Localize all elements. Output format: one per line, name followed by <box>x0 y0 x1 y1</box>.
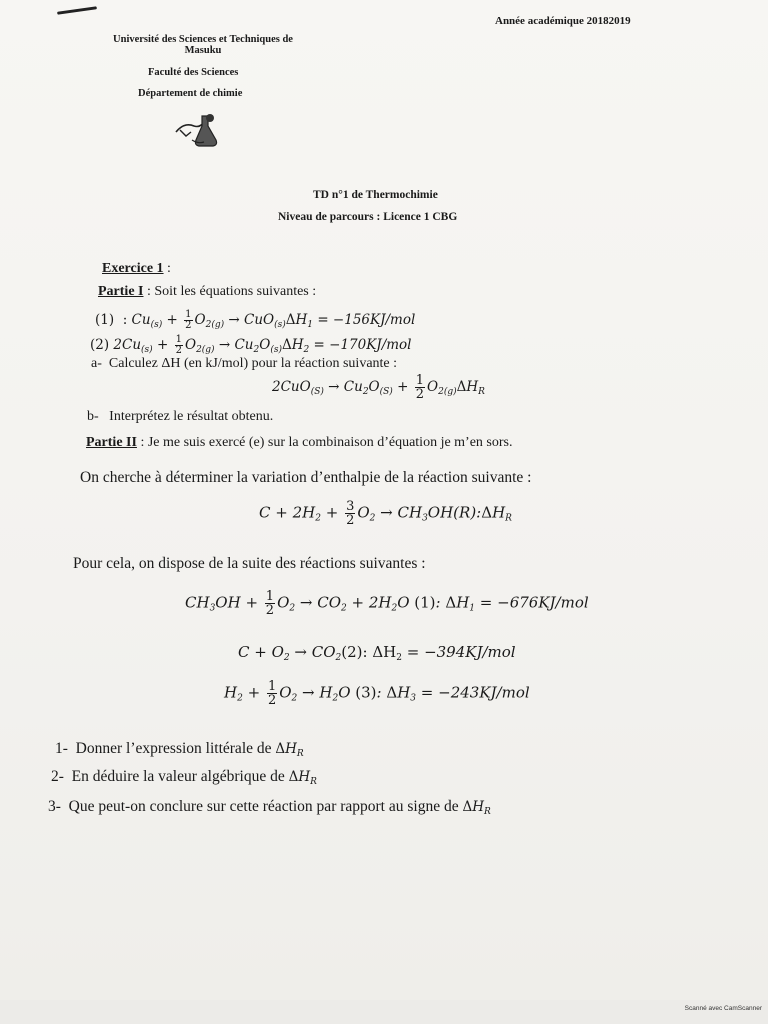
exercise-heading-label: Exercice 1 <box>102 261 164 276</box>
question-b <box>87 409 273 425</box>
equation-carbon-combustion: $C + O_2 \to CO_2(2)$: $\Delta H_2 = -394KJ/mol$ <box>238 643 516 663</box>
equation-2: (2) $2Cu_{(s)}$ + $\frac{1}{2}$ $O_{2(g)} \to Cu_2O_{(s)}\Delta H_2 = -170KJ/mol$ <box>90 334 412 356</box>
partie1-label: Partie I <box>98 284 144 299</box>
university-line-1: Université des Sciences et Techniques de <box>113 34 293 45</box>
partie2-intro <box>86 435 513 451</box>
university-name <box>98 34 308 56</box>
question-3-text: Que peut-on conclure sur cette réaction par rapport au signe de <box>68 798 463 815</box>
partie1-intro <box>98 284 316 300</box>
question-b-text: Interprétez le résultat obtenu. <box>109 409 274 424</box>
pen-mark <box>57 6 97 15</box>
delta-hr-symbol: $\Delta H_R$ <box>462 799 491 817</box>
question-a <box>91 356 397 372</box>
question-a-prefix: a- <box>91 356 102 371</box>
scanner-watermark: Scanné avec CamScanner <box>684 1005 762 1012</box>
chemistry-flask-logo <box>172 110 234 152</box>
partie2-text: : Je me suis exercé (e) sur la combinaison d’équation je m’en sors. <box>136 435 513 450</box>
equation-methanol-combustion: $CH_3OH$ + $\frac{1}{2}$ $O_2 \to CO_2 + 2H_2O$ (1): $\Delta H_1 = -676KJ/mol$ <box>185 589 589 618</box>
question-2 <box>51 768 317 786</box>
intro-text: On cherche à déterminer la variation d’enthalpie de la réaction suivante : <box>80 469 532 486</box>
partie2-label: Partie II <box>86 435 137 450</box>
equation-1: (1) : $Cu_{(s)}$ + $\frac{1}{2}$ $O_{2(g)} \to CuO_{(s)}\Delta H_1 = -156KJ/mol$ <box>95 309 416 331</box>
delta-hr-symbol: $\Delta H_R$ <box>288 769 317 787</box>
target-reaction-a: $2CuO_{(S)} \to Cu_2O_{(S)}$ + $\frac{1}{2}$ $O_{2(g)}\Delta H_R$ <box>272 373 485 402</box>
faculty-name: Faculté des Sciences <box>148 67 239 78</box>
university-line-2: Masuku <box>184 45 222 56</box>
equation-hydrogen-combustion: $H_2$ + $\frac{1}{2}$ $O_2 \to H_2O$ (3): $\Delta H_3 = -243KJ/mol$ <box>224 679 530 708</box>
level-subtitle: Niveau de parcours : Licence 1 CBG <box>278 211 458 223</box>
exercise-heading: Exercice 1 : <box>102 261 171 276</box>
question-a-text: Calculez ΔH (en kJ/mol) pour la réaction suivante : <box>108 356 398 371</box>
question-2-text: En déduire la valeur algébrique de <box>71 768 289 785</box>
question-1 <box>55 740 304 758</box>
td-title: TD n°1 de Thermochimie <box>313 189 438 201</box>
question-1-text: Donner l’expression littérale de <box>75 740 276 757</box>
question-3 <box>48 798 491 816</box>
partie1-text: : Soit les équations suivantes : <box>143 284 317 299</box>
delta-hr-symbol: $\Delta H_R$ <box>275 741 304 759</box>
department-name: Département de chimie <box>138 88 243 99</box>
question-b-prefix: b- <box>87 409 99 424</box>
academic-year: Année académique 20182019 <box>495 15 631 27</box>
question-2-num: 2- <box>51 768 64 785</box>
target-reaction-methanol: $C + 2H_2$ + $\frac{3}{2}$ $O_2$ → $CH_3OH(R):\Delta H_R$ <box>259 499 512 528</box>
question-1-num: 1- <box>55 740 68 757</box>
pour-cela-text: Pour cela, on dispose de la suite des réactions suivantes : <box>73 555 426 572</box>
question-3-num: 3- <box>48 798 61 815</box>
